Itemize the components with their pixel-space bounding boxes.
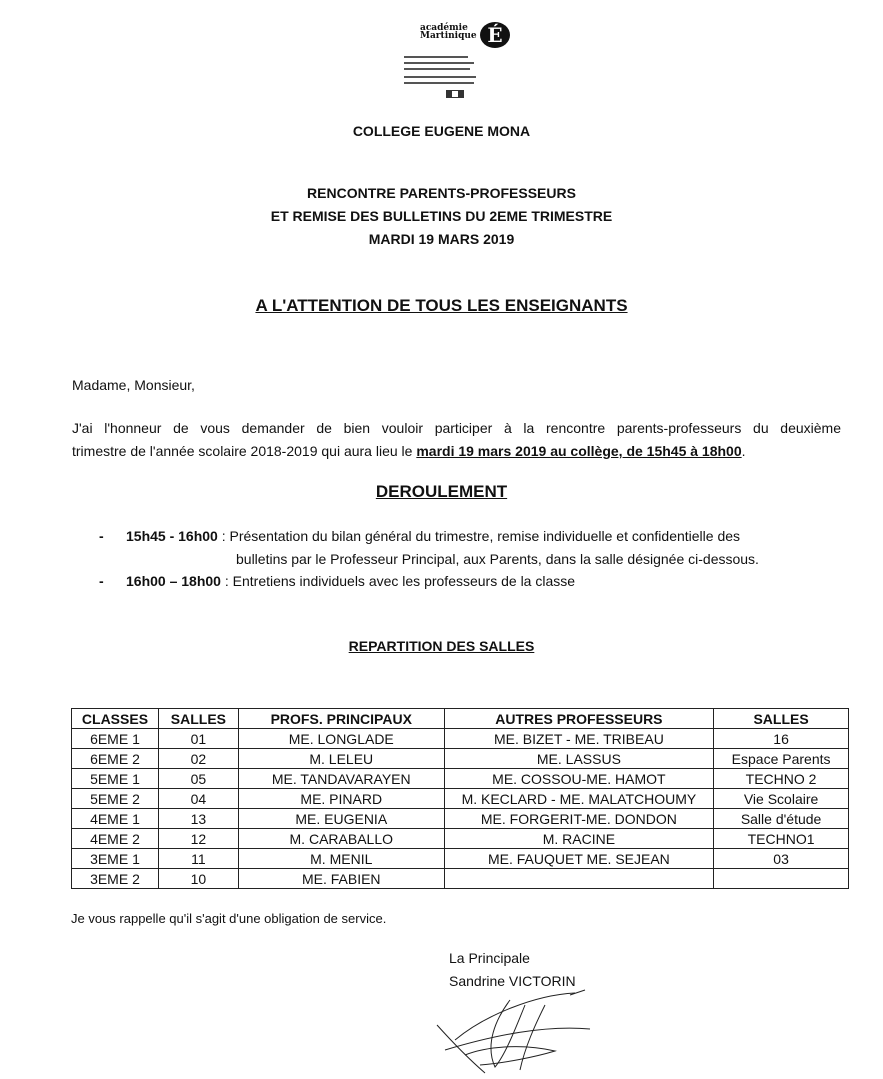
table-cell: ME. BIZET - ME. TRIBEAU xyxy=(444,729,714,749)
table-cell: TECHNO1 xyxy=(714,829,849,849)
logo-text: académie Martinique xyxy=(420,23,477,41)
table-cell: 5EME 2 xyxy=(72,789,159,809)
table-cell: M. CARABALLO xyxy=(238,829,444,849)
signatory-role: La Principale xyxy=(449,950,530,966)
event-title-line1: RENCONTRE PARENTS-PROFESSEURS xyxy=(307,185,576,201)
schedule-item-1-cont: bulletins par le Professeur Principal, aux Parents, dans la salle désignée ci-dessous. xyxy=(236,551,759,567)
table-row xyxy=(72,769,849,789)
table-cell: M. LELEU xyxy=(238,749,444,769)
table-cell: 11 xyxy=(158,849,238,869)
flag-icon xyxy=(446,90,464,98)
event-title-line2: ET REMISE DES BULLETINS DU 2EME TRIMESTRE xyxy=(270,208,613,224)
table-cell: 4EME 1 xyxy=(72,809,159,829)
table-cell: ME. COSSOU-ME. HAMOT xyxy=(444,769,714,789)
table-header-row xyxy=(72,709,849,729)
table-row xyxy=(72,829,849,849)
signatory-name: Sandrine VICTORIN xyxy=(449,973,576,989)
table-cell: 3EME 1 xyxy=(72,849,159,869)
table-cell: 3EME 2 xyxy=(72,869,159,889)
table-cell: 16 xyxy=(714,729,849,749)
table-cell xyxy=(714,869,849,889)
table-row xyxy=(72,729,849,749)
intro-line1: J'ai l'honneur de vous demander de bien vouloir participer à la rencontre parents-professeurs du deuxième xyxy=(72,420,841,436)
table-cell: ME. LASSUS xyxy=(444,749,714,769)
table-cell: M. MENIL xyxy=(238,849,444,869)
handwritten-signature xyxy=(425,985,605,1075)
academie-logo xyxy=(400,18,516,98)
table-cell: Salle d'étude xyxy=(714,809,849,829)
table-cell: 02 xyxy=(158,749,238,769)
table-cell: Espace Parents xyxy=(714,749,849,769)
col-header-classes: CLASSES xyxy=(72,709,159,729)
col-header-salles-2: SALLES xyxy=(714,709,849,729)
table-cell xyxy=(444,869,714,889)
table-cell: ME. TANDAVARAYEN xyxy=(238,769,444,789)
service-reminder: Je vous rappelle qu'il s'agit d'une obligation de service. xyxy=(71,911,387,926)
table-cell: TECHNO 2 xyxy=(714,769,849,789)
table-cell: M. RACINE xyxy=(444,829,714,849)
table-row xyxy=(72,809,849,829)
bullet-dash: - xyxy=(99,528,104,544)
deroulement-title: DEROULEMENT xyxy=(375,482,508,501)
table-cell: 05 xyxy=(158,769,238,789)
schedule-time: 16h00 – 18h00 xyxy=(126,573,221,589)
table-cell: 04 xyxy=(158,789,238,809)
intro-line2: trimestre de l'année scolaire 2018-2019 qui aura lieu le mardi 19 mars 2019 au collège, de 15h45 à 18h00. xyxy=(72,443,746,459)
table-cell: 5EME 1 xyxy=(72,769,159,789)
schedule-item-2: 16h00 – 18h00 : Entretiens individuels avec les professeurs de la classe xyxy=(126,573,576,589)
table-cell: M. KECLARD - ME. MALATCHOUMY xyxy=(444,789,714,809)
col-header-autres-professeurs: AUTRES PROFESSEURS xyxy=(444,709,714,729)
table-cell: 12 xyxy=(158,829,238,849)
table-cell: 4EME 2 xyxy=(72,829,159,849)
schedule-time: 15h45 - 16h00 xyxy=(126,528,218,544)
table-cell: ME. LONGLADE xyxy=(238,729,444,749)
salutation: Madame, Monsieur, xyxy=(72,377,195,393)
table-cell: 01 xyxy=(158,729,238,749)
table-cell: 6EME 1 xyxy=(72,729,159,749)
table-row xyxy=(72,789,849,809)
bullet-dash: - xyxy=(99,573,104,589)
table-row xyxy=(72,849,849,869)
table-cell: ME. PINARD xyxy=(238,789,444,809)
table-cell: ME. EUGENIA xyxy=(238,809,444,829)
event-date: MARDI 19 MARS 2019 xyxy=(368,231,515,247)
table-cell: Vie Scolaire xyxy=(714,789,849,809)
table-row xyxy=(72,869,849,889)
table-cell: ME. FORGERIT-ME. DONDON xyxy=(444,809,714,829)
table-cell: 6EME 2 xyxy=(72,749,159,769)
table-cell: ME. FABIEN xyxy=(238,869,444,889)
table-cell: 10 xyxy=(158,869,238,889)
college-name: COLLEGE EUGENE MONA xyxy=(352,123,531,139)
col-header-salles: SALLES xyxy=(158,709,238,729)
table-cell: 13 xyxy=(158,809,238,829)
room-table xyxy=(71,708,849,889)
col-header-profs-principaux: PROFS. PRINCIPAUX xyxy=(238,709,444,729)
repartition-title: REPARTITION DES SALLES xyxy=(348,638,535,654)
schedule-item-1: 15h45 - 16h00 : Présentation du bilan général du trimestre, remise individuelle et confidentielle des xyxy=(126,528,741,544)
table-cell: 03 xyxy=(714,849,849,869)
intro-emphasis: mardi 19 mars 2019 au collège, de 15h45 à 18h00 xyxy=(416,443,742,459)
attention-title: A L'ATTENTION DE TOUS LES ENSEIGNANTS xyxy=(255,296,628,315)
table-row xyxy=(72,749,849,769)
logo-e-mark: É xyxy=(480,22,510,48)
table-cell: ME. FAUQUET ME. SEJEAN xyxy=(444,849,714,869)
